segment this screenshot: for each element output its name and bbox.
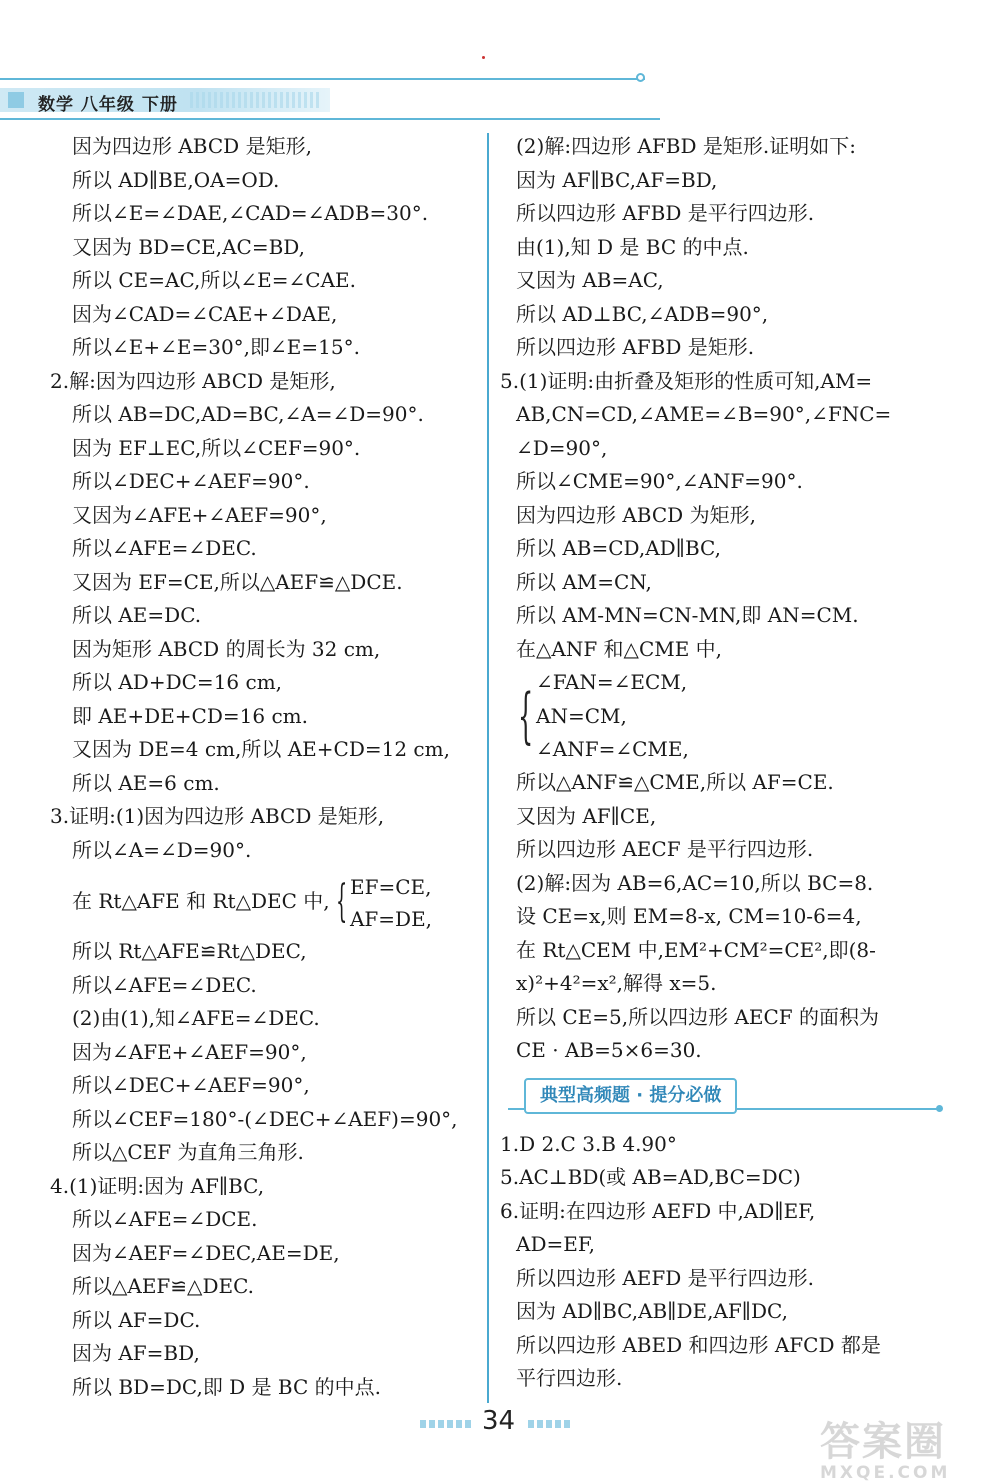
text-line: 3.证明:(1)因为四边形 ABCD 是矩形,	[50, 804, 385, 828]
text-line: 所以 CE=AC,所以∠E=∠CAE.	[72, 268, 356, 292]
text-line: 又因为 DE=4 cm,所以 AE+CD=12 cm,	[72, 737, 450, 761]
text-line: 6.证明:在四边形 AEFD 中,AD∥EF,	[500, 1198, 816, 1223]
text-line: 5.AC⊥BD(或 AB=AD,BC=DC)	[500, 1165, 801, 1189]
text-line: 所以∠AFE=∠DEC.	[72, 972, 257, 997]
text-line: 在 Rt△CEM 中,EM²+CM²=CE²,即(8-	[516, 937, 876, 962]
footer-decoration-right	[528, 1420, 570, 1428]
text-line: 所以 CE=5,所以四边形 AECF 的面积为	[516, 1004, 880, 1029]
left-brace-icon: {	[335, 875, 348, 927]
text-line: 所以 AF=DC.	[72, 1307, 201, 1332]
text-line: 所以∠DEC+∠AEF=90°.	[72, 469, 310, 493]
rt-system-eq-2: AF=DE,	[349, 906, 433, 931]
text-line: 所以 Rt△AFE≌Rt△DEC,	[72, 939, 307, 963]
rt-system-brace	[336, 871, 432, 935]
header-decoration	[190, 92, 320, 108]
rt-system-prefix: 在 Rt△AFE 和 Rt△DEC 中,	[72, 889, 330, 913]
text-line: 又因为 AB=AC,	[516, 268, 664, 292]
text-line: 因为四边形 ABCD 为矩形,	[516, 502, 756, 527]
text-line: 又因为∠AFE+∠AEF=90°,	[72, 502, 327, 527]
text-line: 所以四边形 AFBD 是矩形.	[516, 335, 755, 359]
book-title: 数学 八年级 下册	[38, 95, 178, 115]
text-line: 所以 BD=DC,即 D 是 BC 的中点.	[72, 1374, 382, 1399]
text-line: 所以 AB=DC,AD=BC,∠A=∠D=90°.	[72, 402, 424, 426]
section-dot-ornament	[936, 1105, 943, 1112]
header-corner-mark	[8, 92, 24, 108]
header-rule-bottom	[0, 118, 660, 120]
text-line: 又因为 EF=CE,所以△AEF≌△DCE.	[72, 569, 403, 594]
page-header	[0, 78, 660, 123]
watermark-line-1: 答案圈	[820, 1419, 946, 1465]
text-line: 因为 EF⊥EC,所以∠CEF=90°.	[72, 435, 361, 460]
left-column	[50, 130, 480, 1404]
header-rule	[0, 78, 645, 80]
text-line: 又因为 BD=CE,AC=BD,	[72, 234, 305, 259]
watermark-line-2: MXQE.COM	[820, 1463, 951, 1483]
print-mark	[482, 56, 485, 59]
text-line: (2)解:因为 AB=6,AC=10,所以 BC=8.	[516, 870, 874, 895]
text-line: 所以∠AFE=∠DEC.	[72, 536, 257, 560]
text-line: 因为四边形 ABCD 是矩形,	[72, 134, 312, 158]
text-line: 所以△ANF≌△CME,所以 AF=CE.	[516, 770, 834, 794]
text-line: 因为矩形 ABCD 的周长为 32 cm,	[72, 636, 381, 661]
text-line: 5.(1)证明:由折叠及矩形的性质可知,AM=	[500, 368, 873, 393]
text-line: 所以∠CEF=180°-(∠DEC+∠AEF)=90°,	[72, 1106, 458, 1131]
text-line: 设 CE=x,则 EM=8-x, CM=10-6=4,	[516, 904, 862, 928]
text-line: 所以四边形 AFBD 是平行四边形.	[516, 201, 815, 225]
text-line: AB,CN=CD,∠AME=∠B=90°,∠FNC=	[516, 402, 892, 426]
header-dot-ornament	[636, 73, 645, 82]
text-line: 所以 AD∥BE,OA=OD.	[72, 167, 280, 192]
text-line: 所以四边形 AEFD 是平行四边形.	[516, 1265, 815, 1290]
text-line: 所以△CEF 为直角三角形.	[72, 1140, 304, 1164]
text-line: 所以 AM-MN=CN-MN,即 AN=CM.	[516, 603, 859, 627]
left-brace-icon: {	[518, 681, 534, 751]
text-line: 所以∠AFE=∠DCE.	[72, 1207, 258, 1231]
text-line: 所以 AD⊥BC,∠ADB=90°,	[516, 301, 769, 326]
text-line: ∠D=90°,	[516, 435, 608, 460]
congruence-system	[500, 666, 970, 766]
system-eq-2: AN=CM,	[536, 703, 627, 728]
text-line: 所以 AB=CD,AD∥BC,	[516, 536, 721, 560]
right-column	[500, 130, 970, 1396]
text-line: 2.解:因为四边形 ABCD 是矩形,	[50, 368, 336, 393]
text-line: 在△ANF 和△CME 中,	[516, 636, 723, 661]
text-line: 因为 AD∥BC,AB∥DE,AF∥DC,	[516, 1299, 789, 1323]
text-line: 所以四边形 ABED 和四边形 AFCD 都是	[516, 1332, 881, 1357]
column-divider	[487, 133, 489, 1403]
text-line: 所以∠A=∠D=90°.	[72, 837, 252, 862]
text-line: CE · AB=5×6=30.	[516, 1038, 702, 1062]
text-line: 所以∠E=∠DAE,∠CAD=∠ADB=30°.	[72, 201, 429, 225]
text-line: 4.(1)证明:因为 AF∥BC,	[50, 1173, 265, 1198]
text-line: 所以 AD+DC=16 cm,	[72, 670, 283, 694]
system-eq-3: ∠ANF=∠CME,	[536, 737, 689, 761]
text-line: 因为∠AFE+∠AEF=90°,	[72, 1039, 307, 1064]
text-line: 因为 AF∥BC,AF=BD,	[516, 167, 718, 192]
section-heading	[500, 1072, 970, 1128]
text-line: 所以∠CME=90°,∠ANF=90°.	[516, 469, 803, 493]
text-line: 所以四边形 AECF 是平行四边形.	[516, 837, 814, 861]
text-line: 所以 AE=DC.	[72, 603, 202, 627]
text-line: x)²+4²=x²,解得 x=5.	[516, 971, 717, 995]
text-line: 所以∠E+∠E=30°,即∠E=15°.	[72, 335, 360, 359]
text-line: 平行四边形.	[516, 1366, 623, 1390]
footer-decoration-left	[420, 1420, 472, 1428]
text-line: AD=EF,	[516, 1232, 595, 1256]
text-line: 所以 AM=CN,	[516, 569, 652, 594]
text-line: 1.D 2.C 3.B 4.90°	[500, 1131, 677, 1156]
text-line: 因为∠AEF=∠DEC,AE=DE,	[72, 1240, 340, 1265]
system-eq-1: ∠FAN=∠ECM,	[536, 670, 688, 694]
text-line: (2)由(1),知∠AFE=∠DEC.	[72, 1006, 320, 1030]
text-line: (2)解:四边形 AFBD 是矩形.证明如下:	[516, 134, 856, 158]
page-number: 34	[482, 1406, 516, 1436]
text-line: 因为 AF=BD,	[72, 1341, 200, 1365]
section-title: 典型高频题 · 提分必做	[524, 1078, 737, 1114]
text-line: 因为∠CAD=∠CAE+∠DAE,	[72, 301, 338, 326]
text-line: 由(1),知 D 是 BC 的中点.	[516, 234, 749, 259]
rt-system-eq-1: EF=CE,	[349, 874, 432, 899]
rt-system-line	[50, 867, 480, 935]
text-line: 所以△AEF≌△DEC.	[72, 1274, 255, 1298]
text-line: 所以∠DEC+∠AEF=90°,	[72, 1073, 310, 1097]
text-line: 即 AE+DE+CD=16 cm.	[72, 703, 308, 728]
watermark	[820, 1410, 1000, 1483]
text-line: 又因为 AF∥CE,	[516, 803, 657, 828]
text-line: 所以 AE=6 cm.	[72, 770, 220, 795]
